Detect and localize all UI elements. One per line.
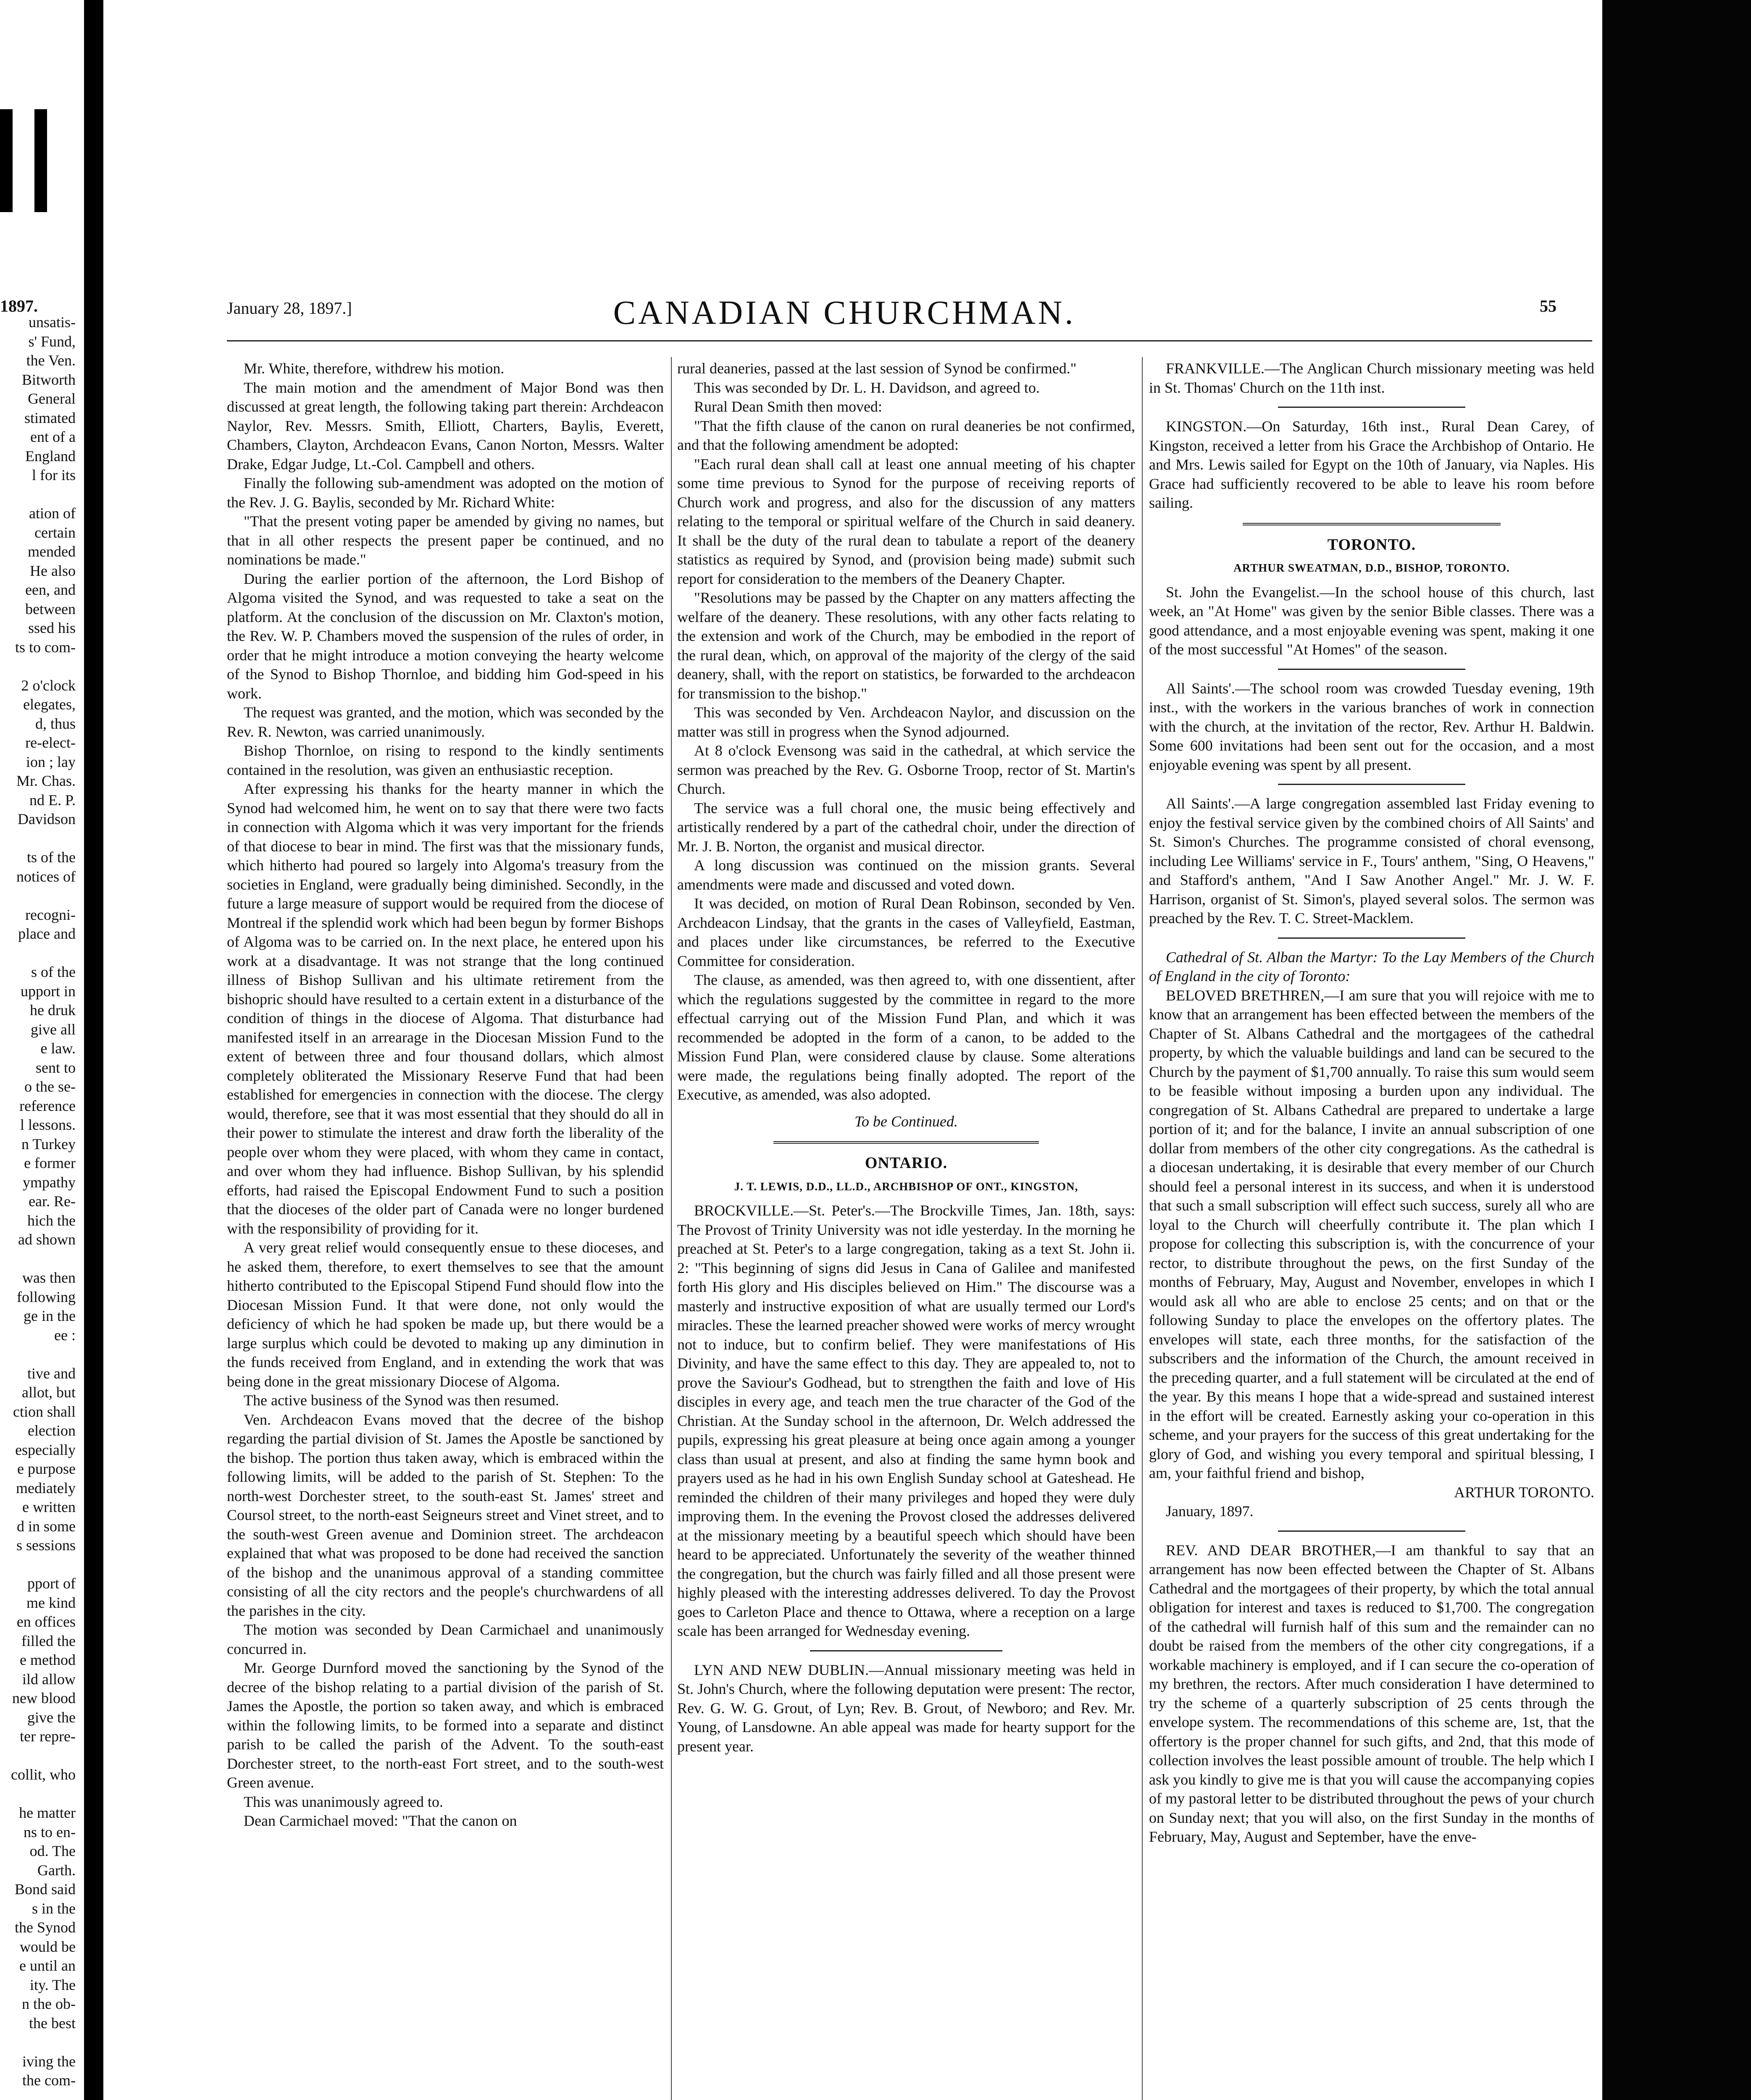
- paragraph: The motion was seconded by Dean Carmichael and unanimously concurred in.: [227, 1621, 664, 1657]
- strip-line: he druk: [30, 1002, 76, 1018]
- paragraph: BROCKVILLE.—St. Peter's.—The Brockville Times, Jan. 18th, says: The Provost of Trinity University was not idle yesterday. In the morning he preached at St. Peter's to a large congregation, taking as a text St. John ii. 2: "This beginning of signs did Jesus in Cana of Galilee and manifested forth His glory and His disciples believed on Him." The discourse was a masterly and instructive exposition of what are usually termed our Lord's miracles. These the learned preacher showed were works of mercy wrought not to induce, but to confirm belief. They were manifestations of His Divinity, and have the same effect to this day. They are appealed to, not to prove the Saviour's Godhead, but to strengthen the faith and love of His disciples in every age, and teach men the true character of the God of the Christian. At the Sunday school in the afternoon, Dr. Welch addressed the pupils, expressing his great pleasure at being once again among a younger class than usual at present, and also at finding the same hymn book and prayers used as he had in his own English Sunday school at Gateshead. He reminded the children of their many privileges and hoped they were duly improving them. In the evening the Provost closed the addresses delivered at the missionary meeting by a beautiful speech which should have been heard to be appreciated. Unfortunately the severity of the weather thinned the congregation, but the church was fairly filled and all those present were highly pleased with the interesting addresses delivered. To day the Provost goes to Carleton Place and thence to Ottawa, where a reception on a large scale has been arranged for Wednesday evening.: [677, 1202, 1135, 1639]
- strip-line: ad shown: [18, 1231, 76, 1248]
- paragraph: To be Continued.: [854, 1113, 958, 1130]
- strip-line: [0, 1746, 76, 1766]
- header-rule: [227, 340, 1592, 341]
- strip-line: the Ven.: [26, 352, 76, 369]
- strip-line: [0, 1555, 76, 1575]
- strip-line: e former: [24, 1155, 76, 1171]
- column-3: [1149, 359, 1594, 1847]
- binding-mark-top-right: [34, 109, 47, 212]
- paragraph: January, 1897.: [1166, 1503, 1254, 1520]
- paragraph: A very great relief would consequently ensue to these dioceses, and he asked them, therefore, to exert themselves to see that the amount hitherto contributed to the Episcopal Stipend Fund should flow into the Diocesan Mission Fund. It that were done, not only would the deficiency of which he had spoken be made up, but there would be a large surplus which could be devoted to making up any diminution in the funds received from England, and in extending the work that was being done in the great missionary Diocese of Algoma.: [227, 1239, 664, 1390]
- strip-line: new blood: [12, 1690, 76, 1706]
- paragraph: BELOVED BRETHREN,—I am sure that you will rejoice with me to know that an arrangement has been effected between the members of the Chapter of St. Albans Cathedral and the mortgagees of the cathedral property, by which the valuable buildings and land can be secured to the Church by the payment of $1,700 annually. To raise this sum would seem to be feasible without imposing a burden upon any individual. The congregation of St. Albans Cathedral are prepared to undertake a large portion of it; and for the balance, I invite an annual subscription of one dollar from members of the other city congregations. As the cathedral is a diocesan undertaking, it is desirable that every member of our Church should feel a personal interest in its success, and when it is understood that such a small subscription will effect such success, surely all who are loyal to the Church will cheerfully contribute it. The plan which I propose for collecting this subscription is, with the concurrence of your rector, to distribute throughout the pews, on the first Sunday of the months of February, May, August and November, envelopes in which I would ask all who are able to enclose 25 cents; and on that or the following Sunday to place the envelopes on the offertory plates. The envelopes will state, each three months, for the satisfaction of the subscribers and the information of the Church, the amount received in the preceding quarter, and a full statement will be circulated at the end of the year. By this means I hope that a wide-spread and sustained interest in the effort will be created. Earnestly asking your co-operation in this scheme, and your prayers for the success of this great undertaking for the glory of God, and wishing you every temporal and spiritual blessing, I am, your faithful friend and bishop,: [1149, 987, 1594, 1481]
- strip-line: [0, 485, 76, 504]
- strip-line: stimated: [24, 409, 76, 426]
- paragraph: Dean Carmichael moved: "That the canon on: [244, 1812, 517, 1829]
- strip-line: s' Fund,: [28, 333, 76, 350]
- strip-line: l for its: [32, 467, 76, 483]
- section-rule: [810, 1650, 1002, 1651]
- strip-line: Bond said: [14, 1881, 76, 1898]
- strip-line: od. The: [29, 1843, 76, 1859]
- strip-line: [0, 2033, 76, 2052]
- paragraph: At 8 o'clock Evensong was said in the cathedral, at which service the sermon was preached by the Rev. G. Osborne Troop, rector of St. Martin's Church.: [677, 742, 1135, 797]
- paragraph: Mr. George Durnford moved the sanctioning by the Synod of the decree of the bishop relating to a partial division of the parish of St. James the Apostle, the portion so taken away, and which is embraced within the following limits, to be formed into a separate and distinct parish to be called the parish of the Advent. To the south-east Dorchester street, to the north-east Fort street, and to the south-west Green avenue.: [227, 1659, 664, 1791]
- strip-line: give all: [31, 1021, 76, 1038]
- paragraph: "Each rural dean shall call at least one annual meeting of his chapter some time previous to Synod for the purpose of receiving reports of Church work and progress, and also for the discussion of any matters relating to the temporal or spiritual welfare of the Church in said deanery. It shall be the duty of the rural dean to tabulate a report of the deanery statistics as required by Synod, and (provision being made) submit such report for consideration to the members of the Deanery Chapter.: [677, 455, 1135, 587]
- strip-line: General: [28, 390, 76, 407]
- strip-line: filled the: [21, 1632, 76, 1649]
- strip-line: ent of a: [30, 428, 76, 445]
- section-heading: ONTARIO.: [865, 1154, 948, 1172]
- strip-line: Davidson: [18, 811, 76, 827]
- scan-shadow: [1605, 0, 1751, 2100]
- paragraph: The clause, as amended, was then agreed to, with one dissentient, after which the regulations suggested by the committee in regard to the more effectual carrying out of the Mission Fund Plan, and which it was recommended be adopted in the form of a canon, to be added to the Mission Fund Plan, were considered clause by clause. Some alterations were made, the regulations being finally adopted. The report of the Executive, as amended, was also adopted.: [677, 971, 1135, 1103]
- strip-line: [0, 944, 76, 963]
- strip-line: o the se-: [24, 1078, 76, 1095]
- paragraph: "That the present voting paper be amended by giving no names, but that in all other respects the present paper be continued, and no nominations be made.": [227, 513, 664, 568]
- strip-line: ts of the: [27, 849, 76, 866]
- strip-line: [0, 1345, 76, 1364]
- strip-line: me kind: [26, 1594, 76, 1611]
- strip-line: recogni-: [25, 906, 76, 923]
- paragraph: This was seconded by Dr. L. H. Davidson, and agreed to.: [694, 379, 1040, 396]
- paragraph: During the earlier portion of the afternoon, the Lord Bishop of Algoma visited the Synod, and was requested to take a seat on the platform. At the conclusion of the discussion on Mr. Claxton's motion, the Rev. W. P. Chambers moved the suspension of the rules of order, in order that he might introduce a motion conveying the hearty welcome of the Synod to Bishop Thornloe, and bidding him God-speed in his work.: [227, 570, 664, 702]
- section-rule: [1243, 523, 1501, 525]
- strip-line: hich the: [27, 1212, 76, 1229]
- strip-line: en offices: [16, 1613, 76, 1630]
- strip-line: especially: [15, 1441, 76, 1458]
- paragraph: REV. AND DEAR BROTHER,—I am thankful to say that an arrangement has now been effected between the Chapter of St. Albans Cathedral and the mortgagees of their property, by which the total annual obligation for interest and taxes is reduced to $1,700. The congregation of the cathedral will furnish half of this sum and the remainder can no doubt be raised from the members of the other city congregations, if a workable machinery is employed, and if I can secure the co-operation of my brethren, the rectors. After much consideration I have determined to try the scheme of a quarterly subscription of 25 cents through the envelope system. The recommendations of this scheme are, 1st, that the offertory is the proper channel for such gifts, and 2nd, that this mode of collection involves the least possible amount of trouble. The help which I ask you kindly to give me is that you will cause the accompanying copies of my pastoral letter to be distributed throughout the pews of your church on Sunday next; that you will also, on the first Sunday in the months of February, May, August and September, have the enve-: [1149, 1541, 1594, 1845]
- strip-line: e law.: [40, 1040, 76, 1057]
- paragraph: A long discussion was continued on the mission grants. Several amendments were made and discussed and voted down.: [677, 857, 1135, 893]
- column-2: [677, 359, 1135, 1756]
- paragraph: Bishop Thornloe, on rising to respond to the kindly sentiments contained in the resolution, was given an enthusiastic reception.: [227, 742, 664, 778]
- section-rule: [1278, 669, 1465, 670]
- bishop-line: ARTHUR SWEATMAN, D.D., BISHOP, TORONTO.: [1233, 562, 1510, 574]
- strip-line: between: [25, 600, 76, 617]
- strip-line: iving the: [22, 2053, 76, 2070]
- strip-line: Mr. Chas.: [16, 772, 76, 789]
- strip-line: certain: [34, 524, 76, 541]
- strip-line: election: [28, 1422, 76, 1439]
- strip-line: re-elect-: [25, 734, 76, 751]
- paragraph: "Resolutions may be passed by the Chapter on any matters affecting the welfare of the deanery. These resolutions, with any other facts relating to the extension and work of the Church, may be embodied in the report of the rural dean, which, on approval of the majority of the clergy of the said deanery, shall, with the report on statistics, be forwarded to the archdeacon for transmission to the bishop.": [677, 589, 1135, 702]
- section-rule: [1278, 784, 1465, 785]
- strip-line: n Turkey: [21, 1135, 76, 1152]
- paragraph: The active business of the Synod was then resumed.: [244, 1392, 559, 1409]
- section-rule: [773, 1141, 1039, 1144]
- masthead: CANADIAN CHURCHMAN.: [613, 294, 1076, 331]
- strip-line: tive and: [27, 1365, 76, 1382]
- strip-line: s of the: [31, 963, 76, 980]
- section-heading: TORONTO.: [1327, 536, 1416, 554]
- paragraph: It was decided, on motion of Rural Dean Robinson, seconded by Ven. Archdeacon Lindsay, that the grants in the cases of Valleyfield, Eastman, and places under like circumstances, be referred to the Executive Committee for consideration.: [677, 895, 1135, 969]
- paragraph: KINGSTON.—On Saturday, 16th inst., Rural Dean Carey, of Kingston, received a letter from his Grace the Archbishop of Ontario. He and Mrs. Lewis sailed for Egypt on the 10th of January, via Naples. His Grace had sufficiently recovered to be able to leave his room before sailing.: [1149, 418, 1594, 511]
- strip-line: ns to en-: [24, 1823, 76, 1840]
- paragraph: This was unanimously agreed to.: [244, 1793, 443, 1810]
- strip-line: [0, 657, 76, 676]
- column-1: [227, 359, 664, 1831]
- strip-line: was then: [22, 1269, 76, 1286]
- paragraph: All Saints'.—The school room was crowded Tuesday evening, 19th inst., with the workers in the various branches of work in connection with the church, at the invitation of the rector, Rev. Arthur H. Baldwin. Some 600 invitations had been sent out for the occasion, and a most enjoyable evening was spent by all present.: [1149, 680, 1594, 773]
- strip-line: following: [17, 1288, 76, 1305]
- paragraph: Cathedral of St. Alban the Martyr: To the Lay Members of the Church of England in the city of Toronto:: [1149, 948, 1594, 984]
- strip-line: pport of: [27, 1575, 76, 1592]
- strip-line: ympathy: [23, 1173, 76, 1191]
- column-divider-1: [671, 357, 672, 2100]
- paragraph: rural deaneries, passed at the last session of Synod be confirmed.": [677, 360, 1077, 377]
- strip-line: the best: [29, 2014, 76, 2032]
- strip-line: Garth.: [37, 1861, 76, 1879]
- strip-line: [0, 1785, 76, 1804]
- strip-line: mediately: [16, 1479, 76, 1496]
- paragraph: St. John the Evangelist.—In the school house of this church, last week, an "At Home" was given by the senior Bible classes. There was a good attendance, and a most enjoyable evening was spent, making it one of the most successful "At Homes" of the season.: [1149, 583, 1594, 658]
- strip-line: the Synod: [14, 1919, 76, 1936]
- strip-line: n the ob-: [22, 1995, 76, 2012]
- strip-line: he matter: [19, 1804, 76, 1821]
- bishop-line: J. T. LEWIS, D.D., LL.D., ARCHBISHOP OF ONT., KINGSTON,: [734, 1180, 1078, 1193]
- strip-line: e until an: [19, 1957, 76, 1974]
- strip-line: Bitworth: [21, 371, 76, 388]
- strip-line: d, thus: [35, 715, 76, 732]
- strip-line: ter repre-: [20, 1728, 76, 1745]
- paragraph: Mr. White, therefore, withdrew his motion.: [244, 360, 505, 377]
- paragraph: This was seconded by Ven. Archdeacon Naylor, and discussion on the matter was still in progress when the Synod adjourned.: [677, 704, 1135, 740]
- strip-line: e method: [20, 1651, 76, 1668]
- strip-line: [0, 2090, 76, 2100]
- strip-line: ts to com-: [15, 638, 76, 656]
- issue-date: January 28, 1897.]: [227, 299, 352, 318]
- strip-line: the com-: [22, 2072, 76, 2089]
- strip-line: give the: [27, 1709, 76, 1726]
- strip-line: [0, 886, 76, 906]
- strip-line: ion ; lay: [26, 753, 76, 770]
- strip-line: d in some: [17, 1517, 76, 1535]
- paragraph: FRANKVILLE.—The Anglican Church missionary meeting was held in St. Thomas' Church on the 11th inst.: [1149, 360, 1594, 396]
- page-number: 55: [1540, 297, 1556, 315]
- section-rule: [1278, 1530, 1465, 1532]
- strip-line: 2 o'clock: [21, 677, 76, 694]
- strip-line: elegates,: [23, 696, 76, 713]
- strip-line: [0, 1250, 76, 1269]
- strip-line: s sessions: [16, 1537, 76, 1554]
- section-rule: [1278, 937, 1465, 939]
- strip-line: e purpose: [17, 1460, 76, 1477]
- strip-line: een, and: [25, 581, 76, 598]
- strip-line: mended: [28, 543, 76, 560]
- paragraph: ARTHUR TORONTO.: [1454, 1483, 1594, 1501]
- strip-line: e written: [22, 1499, 76, 1515]
- strip-line: ssed his: [28, 620, 76, 636]
- strip-line: ction shall: [13, 1403, 76, 1420]
- strip-line: nd E. P.: [29, 791, 76, 808]
- strip-line: ation of: [29, 505, 76, 522]
- strip-line: l lessons.: [20, 1116, 76, 1133]
- page-border-right: [1602, 0, 1606, 2100]
- paragraph: "That the fifth clause of the canon on rural deaneries be not confirmed, and that the following amendment be adopted:: [677, 417, 1135, 453]
- paragraph: All Saints'.—A large congregation assembled last Friday evening to enjoy the festival service given by the combined choirs of All Saints' and St. Simon's Churches. The programme consisted of choral evensong, including Lee Williams' service in F., Tours' anthem, "Sing, O Heavens," and Stafford's anthem, "And I Saw Another Angel." Mr. J. W. F. Harrison, organist of St. Simon's, played several solos. The sermon was preached by the Rev. T. C. Street-Macklem.: [1149, 795, 1594, 927]
- strip-line: unsatis-: [29, 314, 76, 331]
- strip-line: ity. The: [30, 1976, 76, 1993]
- paragraph: Finally the following sub-amendment was adopted on the motion of the Rev. J. G. Baylis, seconded by Mr. Richard White:: [227, 475, 664, 511]
- strip-line: allot, but: [22, 1384, 76, 1401]
- paragraph: Ven. Archdeacon Evans moved that the decree of the bishop regarding the partial division of St. James the Apostle be sanctioned by the bishop. The portion thus taken away, which is embraced within the following limits, will be added to the parish of St. Stephen: To the north-west Dorchester street, to the south-east St. James' street and Coursol street, to the north-east Seigneurs street and Vinet street, and to the south-west Green avenue and Dominion street. The archdeacon explained that what was proposed to be done had received the sanction of the bishop and the unanimous approval of a standing committee consisting of all the city rectors and the people's churchwardens of all the parishes in the city.: [227, 1411, 664, 1619]
- strip-line: England: [25, 447, 76, 465]
- strip-line: would be: [20, 1938, 76, 1955]
- strip-line: ee :: [54, 1326, 76, 1344]
- section-rule: [1278, 407, 1465, 408]
- strip-line: He also: [30, 562, 76, 579]
- column-divider-2: [1142, 357, 1143, 2100]
- strip-line: upport in: [21, 982, 76, 1000]
- left-page-year: 1897.: [0, 297, 38, 315]
- paragraph: The request was granted, and the motion, which was seconded by the Rev. R. Newton, was carried unanimously.: [227, 704, 664, 740]
- paragraph: The main motion and the amendment of Major Bond was then discussed at great length, the following taking part therein: Archdeacon Naylor, Rev. Messrs. Smith, Elliott, Charters, Baylis, Everett, Chambers, Clayton, Archdeacon Evans, Canon Norton, Messrs. Walter Drake, Edgar Judge, Lt.-Col. Campbell and others.: [227, 379, 664, 472]
- paragraph: LYN AND NEW DUBLIN.—Annual missionary meeting was held in St. John's Church, where the following deputation were present: The rector, Rev. G. W. G. Grout, of Lyn; Rev. B. Grout, of Newboro; and Rev. Mr. Young, of Lansdowne. An able appeal was made for hearty support for the present year.: [677, 1661, 1135, 1755]
- adjacent-page-text: [0, 313, 76, 2100]
- strip-line: ear. Re-: [29, 1193, 76, 1210]
- binding-mark-top-left: [0, 109, 13, 212]
- strip-line: notices of: [16, 868, 76, 885]
- strip-line: collit, who: [11, 1766, 76, 1783]
- strip-line: s in the: [32, 1900, 76, 1917]
- paragraph: After expressing his thanks for the hearty manner in which the Synod had welcomed him, he went on to say that there were two facts in connection with Algoma which it was very important for the friends of that diocese to bear in mind. The first was that the missionary funds, which hitherto had poured so largely into Algoma's treasury from the societies in England, were gradually being diminished. Secondly, in the future a large measure of support would be required from the diocese of Montreal if the splendid work which had been begun by former Bishops of Algoma was to be carried on. In the next place, he entered upon his work at a disadvantage. It was not strange that the long continued illness of Bishop Sullivan and his ultimate retirement from the bishopric should have resulted to a certain extent in a disturbance of the condition of things in the diocese of Algoma. That disturbance had manifested itself in an arrearage in the Diocesan Mission Fund to the extent of between three and four thousand dollars, which almost completely obliterated the Missionary Reserve Fund that had been established for emergencies in connection with the diocese. The clergy would, therefore, see that it was most essential that they should do all in their power to stimulate the interest and draw forth the liberality of the people over whom they were placed, with whom they came in contact, and over whom they had influence. Bishop Sullivan, by his splendid efforts, had raised the Episcopal Endowment Fund to such a position that the dioceses of the older part of Canada were no longer burdened with the responsibility of providing for it.: [227, 780, 664, 1237]
- strip-line: sent to: [36, 1059, 76, 1076]
- paragraph: Rural Dean Smith then moved:: [694, 398, 882, 415]
- strip-line: place and: [18, 925, 76, 942]
- paragraph: The service was a full choral one, the music being effectively and artistically rendered by a part of the cathedral choir, under the direction of Mr. J. B. Norton, the organist and musical director.: [677, 799, 1135, 855]
- strip-line: ge in the: [24, 1307, 76, 1324]
- strip-line: [0, 829, 76, 848]
- strip-line: ild allow: [22, 1670, 76, 1688]
- strip-line: reference: [19, 1097, 76, 1114]
- page-gutter: [84, 0, 103, 2100]
